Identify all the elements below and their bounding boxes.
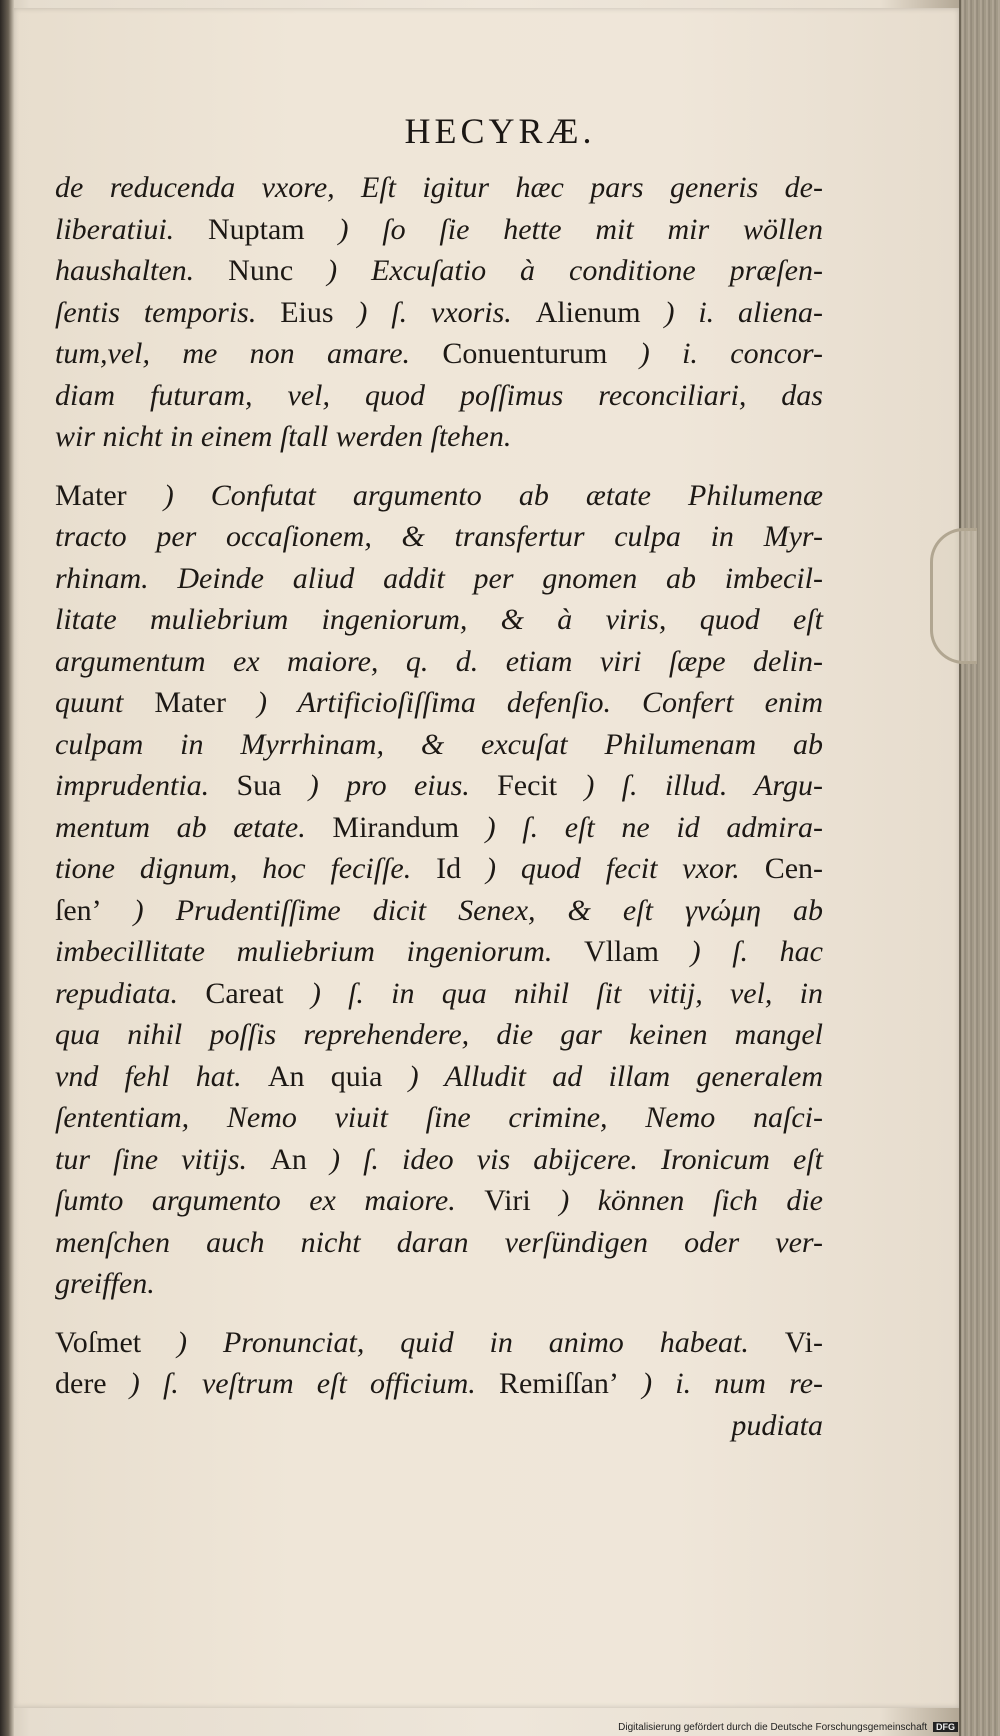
digitization-footer	[0, 1722, 958, 1733]
gloss: menſchen auch nicht daran verſündigen oder ver-	[55, 1225, 823, 1259]
gloss: argumentum ex maiore, q. d. etiam viri ſæpe delin-	[55, 644, 823, 678]
gloss: haushalten.	[55, 254, 229, 287]
gloss: imprudentia.	[55, 769, 237, 802]
gloss: ſententiam, Nemo viuit ſine crimine, Nemo naſci-	[55, 1101, 823, 1134]
gloss: ) ſ. in qua nihil ſit vitij, vel, in	[283, 976, 823, 1010]
text-line	[55, 682, 823, 724]
gloss: ſumto argumento ex maiore.	[55, 1184, 485, 1217]
text-line	[55, 973, 823, 1015]
dfg-logo: DFG	[933, 1722, 958, 1732]
gloss: ) pro eius.	[281, 769, 498, 802]
gloss: qua nihil poſſis reprehendere, die gar keinen mangel	[55, 1018, 823, 1051]
text-line	[55, 1405, 823, 1447]
lemma: Vi-	[784, 1325, 823, 1359]
text-line	[55, 1322, 823, 1364]
gloss: ) ſ. ideo vis abijcere. Ironicum eſt	[306, 1142, 823, 1176]
book-gutter	[0, 0, 14, 1736]
lemma: Eius	[280, 295, 334, 329]
gloss: ) i. aliena-	[640, 295, 824, 329]
text-line	[55, 890, 823, 932]
lemma: Mirandum	[332, 810, 460, 844]
gloss: ) ſ. eſt ne id admira-	[459, 810, 823, 844]
gloss: ) i. concor-	[607, 337, 823, 370]
gloss: ) ſ. illud. Argu-	[557, 769, 823, 802]
running-header: HECYRÆ.	[404, 111, 596, 151]
gloss: ) Artificioſiſſima defenſio. Confert enim	[226, 686, 823, 719]
text-line	[55, 333, 823, 375]
lemma: Alienum	[535, 295, 641, 329]
lemma: Sua	[236, 769, 282, 802]
text-line	[55, 475, 823, 517]
text-line	[55, 641, 823, 683]
gloss: ) ſ. veſtrum eſt officium.	[106, 1367, 499, 1400]
lemma: Voſmet	[55, 1325, 142, 1359]
gloss: tur ſine vitijs.	[55, 1142, 271, 1176]
lemma: An	[270, 1142, 307, 1176]
lemma: Mater	[154, 686, 226, 719]
footer-text: Digitalisierung gefördert durch die Deutsche Forschungsgemeinschaft	[618, 1722, 928, 1733]
page-clip	[930, 528, 977, 664]
gloss: mentum ab ætate.	[55, 810, 333, 844]
text-line	[55, 1014, 823, 1056]
text-line	[55, 931, 823, 973]
lemma: An quia	[267, 1059, 383, 1093]
text-line	[55, 1263, 823, 1305]
gloss: tione dignum, hoc feciſſe.	[55, 852, 437, 885]
gloss: quunt	[55, 686, 155, 719]
lemma: Nuptam	[207, 212, 305, 246]
gloss: diam futuram, vel, quod poſſimus reconciliari, das	[55, 378, 823, 412]
text-line	[55, 848, 823, 890]
text-line	[55, 516, 823, 558]
gloss: ) quod fecit vxor.	[461, 852, 765, 885]
lemma: dere	[55, 1367, 107, 1400]
commentary-text	[55, 167, 823, 1446]
lemma: Remiſſan’	[498, 1367, 619, 1400]
text-line	[55, 375, 823, 417]
text-line	[55, 558, 823, 600]
text-line	[55, 1097, 823, 1139]
text-line	[55, 416, 823, 458]
gloss: vnd fehl hat.	[55, 1059, 268, 1093]
gloss: repudiata.	[55, 976, 206, 1010]
gloss: greiffen.	[55, 1267, 155, 1300]
gloss: imbecillitate muliebrium ingeniorum.	[55, 935, 584, 968]
gloss: ) können ſich die	[530, 1184, 823, 1217]
gloss: tracto per occaſionem, & transfertur culpa in Myr-	[55, 520, 823, 553]
gloss: de reducenda vxore, Eſt igitur hæc pars generis de-	[55, 171, 823, 204]
text-line	[55, 1056, 823, 1098]
gloss: ) i. num re-	[618, 1367, 823, 1400]
text-line	[55, 1222, 823, 1264]
book-fore-edge	[959, 0, 1000, 1736]
text-line	[55, 209, 823, 251]
text-line	[55, 599, 823, 641]
gloss: pudiata	[731, 1408, 823, 1442]
text-line	[55, 807, 823, 849]
lemma: Careat	[205, 976, 284, 1010]
gloss: ) Excuſatio à conditione præſen-	[293, 254, 823, 287]
text-line	[55, 765, 823, 807]
gloss: wir nicht in einem ſtall werden ſtehen.	[55, 420, 512, 453]
lemma: Viri	[484, 1184, 531, 1217]
gloss: culpam in Myrrhinam, & excuſat Philumenam ab	[55, 727, 823, 761]
gloss: liberatiui.	[55, 212, 208, 246]
gloss: ſentis temporis.	[55, 295, 281, 329]
lemma: Id	[436, 852, 462, 885]
gloss: ) Prudentiſſime dicit Senex, & eſt γνώμη ab	[101, 893, 823, 927]
gloss: ) Pronunciat, quid in animo habeat.	[141, 1325, 785, 1359]
lemma: ſen’	[55, 893, 102, 927]
text-line	[55, 250, 823, 292]
gloss: ) Confutat argumento ab ætate Philumenæ	[126, 478, 823, 512]
gloss: ) ſo ſie hette mit mir wöllen	[304, 212, 823, 246]
gloss: rhinam. Deinde aliud addit per gnomen ab imbecil-	[55, 561, 823, 595]
gloss: ) ſ. vxoris.	[333, 295, 536, 329]
lemma: Mater	[55, 478, 127, 512]
lemma: Vllam	[583, 935, 659, 968]
lemma: Fecit	[497, 769, 558, 802]
text-line	[55, 1180, 823, 1222]
gloss: ) Alludit ad illam generalem	[382, 1059, 824, 1093]
gloss: ) ſ. hac	[658, 935, 823, 968]
lemma: Conuenturum	[442, 337, 608, 370]
text-line	[55, 1363, 823, 1405]
lemma: Cen-	[764, 852, 824, 885]
gloss: tum,vel, me non amare.	[55, 337, 443, 370]
lemma: Nunc	[228, 254, 294, 287]
text-line	[55, 292, 823, 334]
text-line	[55, 724, 823, 766]
gloss: litate muliebrium ingeniorum, & à viris, quod eſt	[55, 603, 823, 636]
text-line	[55, 167, 823, 209]
text-line	[55, 1139, 823, 1181]
